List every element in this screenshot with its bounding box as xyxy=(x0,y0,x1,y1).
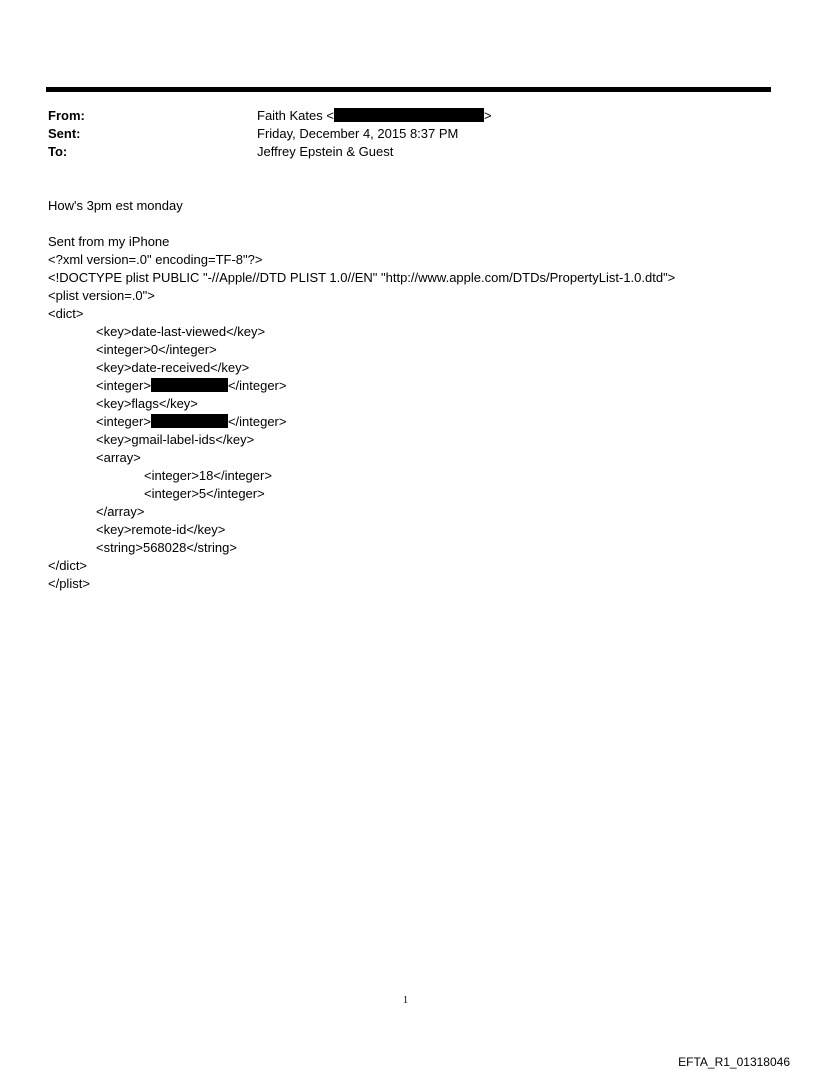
plist-line xyxy=(96,377,286,395)
plist-line: <integer>0</integer> xyxy=(96,342,217,357)
plist-line: <?xml version=.0" encoding=TF-8"?> xyxy=(48,252,263,267)
to-label: To: xyxy=(48,144,68,159)
redaction-bar xyxy=(151,414,228,428)
plist-line: <key>remote-id</key> xyxy=(96,522,226,537)
plist-text: </integer> xyxy=(227,378,287,393)
sent-value: Friday, December 4, 2015 8:37 PM xyxy=(257,126,459,141)
plist-line: </plist> xyxy=(48,576,90,591)
message-body: How's 3pm est monday xyxy=(48,198,183,213)
plist-line: <integer>5</integer> xyxy=(144,486,265,501)
plist-text: </integer> xyxy=(227,414,287,429)
plist-line: <string>568028</string> xyxy=(96,540,237,555)
plist-line: <key>flags</key> xyxy=(96,396,198,411)
plist-line: <dict> xyxy=(48,306,84,321)
plist-text: <integer> xyxy=(96,414,151,429)
from-close: > xyxy=(483,108,492,123)
plist-line xyxy=(96,413,286,431)
from-label: From: xyxy=(48,108,85,123)
plist-line: <key>gmail-label-ids</key> xyxy=(96,432,255,447)
page-number: 1 xyxy=(403,995,408,1006)
redaction-bar xyxy=(151,378,228,392)
header-rule xyxy=(46,87,771,92)
sent-label: Sent: xyxy=(48,126,81,141)
message-signature: Sent from my iPhone xyxy=(48,234,170,249)
plist-line: <integer>18</integer> xyxy=(144,468,272,483)
plist-line: </array> xyxy=(96,504,145,519)
bates-number: EFTA_R1_01318046 xyxy=(678,1055,790,1069)
plist-line: </dict> xyxy=(48,558,88,573)
plist-line: <!DOCTYPE plist PUBLIC "-//Apple//DTD PLIST 1.0//EN" "http://www.apple.com/DTDs/PropertyList-1.0.dtd"> xyxy=(48,270,676,285)
plist-line: <plist version=.0"> xyxy=(48,288,155,303)
from-name: Faith Kates < xyxy=(257,108,334,123)
to-value: Jeffrey Epstein & Guest xyxy=(257,144,394,159)
redaction-bar xyxy=(334,108,484,122)
plist-line: <array> xyxy=(96,450,141,465)
from-value xyxy=(257,107,492,125)
plist-text: <integer> xyxy=(96,378,151,393)
plist-line: <key>date-received</key> xyxy=(96,360,250,375)
plist-line: <key>date-last-viewed</key> xyxy=(96,324,266,339)
